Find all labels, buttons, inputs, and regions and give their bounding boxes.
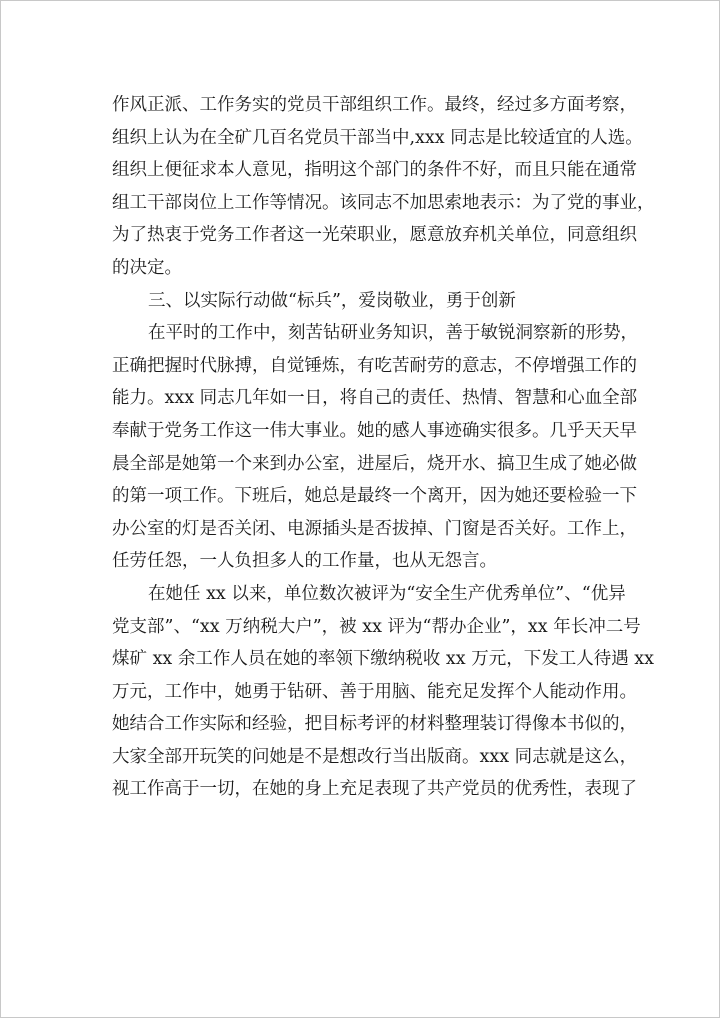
text-line: 她结合工作实际和经验，把目标考评的材料整理装订得像本书似的，	[112, 714, 637, 735]
paragraph	[112, 317, 638, 578]
text-line: 在她任 xx 以来，单位数次被评为“安全生产优秀单位”、“优异	[148, 583, 626, 604]
text-line: 党支部”、“xx 万纳税大户”，被 xx 评为“帮办企业”，xx 年长冲二号	[112, 616, 641, 637]
text-line: 为了热衷于党务工作者这一光荣职业，愿意放弃机关单位，同意组织	[112, 225, 637, 246]
paragraph	[112, 578, 655, 806]
text-line: 大家全部开玩笑的问她是不是想改行当出版商。xxx 同志就是这么，	[112, 746, 638, 767]
text-line: 任劳任怨，一人负担多人的工作量，也从无怨言。	[112, 551, 497, 572]
document-body	[112, 89, 655, 806]
text-line: 组织上认为在全矿几百名党员干部当中,xxx 同志是比较适宜的人选。	[112, 127, 643, 148]
text-line: 的第一项工作。下班后，她总是最终一个离开，因为她还要检验一下	[112, 486, 637, 507]
text-line: 煤矿 xx 余工作人员在她的率领下缴纳税收 xx 万元，下发工人待遇 xx	[112, 649, 655, 670]
text-line: 晨全部是她第一个来到办公室，进屋后，烧开水、搞卫生成了她必做	[112, 453, 637, 474]
paragraph	[112, 285, 608, 318]
paragraph	[112, 89, 655, 285]
text-line: 的决定。	[112, 257, 182, 278]
text-line: 视工作高于一切，在她的身上充足表现了共产党员的优秀性，表现了	[112, 779, 637, 800]
text-line: 三、以实际行动做“标兵”，爱岗敬业，勇于创新	[148, 290, 516, 311]
text-line: 作风正派、工作务实的党员干部组织工作。最终，经过多方面考察，	[112, 95, 637, 115]
text-line: 组工干部岗位上工作等情况。该同志不加思索地表示：为了党的事业，	[112, 192, 655, 213]
text-line: 办公室的灯是否关闭、电源插头是否拔掉、门窗是否关好。工作上，	[112, 518, 637, 539]
text-line: 万元，工作中，她勇于钻研、善于用脑、能充足发挥个人能动作用。	[112, 681, 637, 702]
text-line: 在平时的工作中，刻苦钻研业务知识，善于敏锐洞察新的形势，	[148, 323, 638, 344]
text-line: 奉献于党务工作这一伟大事业。她的感人事迹确实很多。几乎天天早	[112, 420, 637, 441]
text-line: 能力。xxx 同志几年如一日，将自己的责任、热情、智慧和心血全部	[112, 388, 638, 409]
text-line: 组织上便征求本人意见，指明这个部门的条件不好，而且只能在通常	[112, 160, 637, 181]
text-line: 正确把握时代脉搏，自觉锤炼，有吃苦耐劳的意志，不停增强工作的	[112, 355, 637, 376]
